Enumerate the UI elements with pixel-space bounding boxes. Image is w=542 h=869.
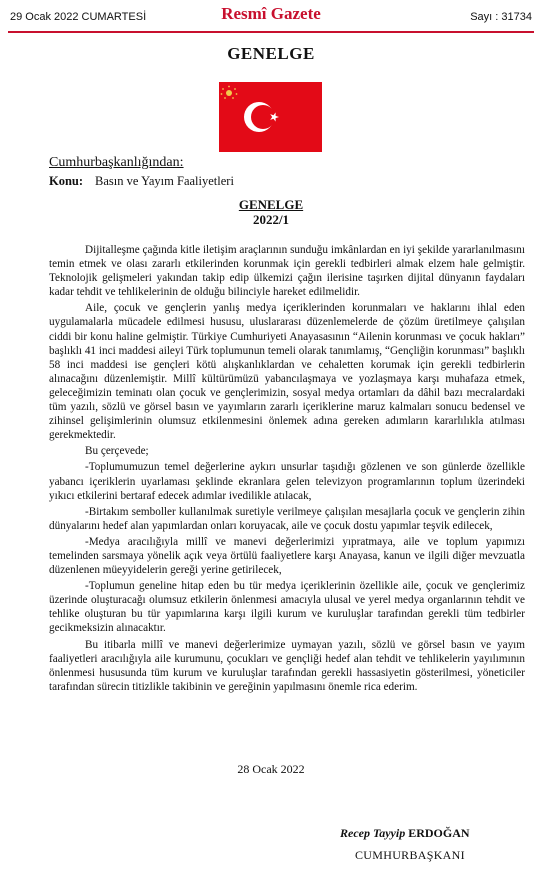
- paragraph: Dijitalleşme çağında kitle iletişim araçlarının sunduğu imkânlardan en iyi şekilde yararlanılmasını temin etmek ve olası zararlı etkilerinden korunmak için gerekli tedbirleri almak elzem hale gelmiştir. Teknolojik gelişmeleri yakından takip edip ülkemizi çağın ilerisine taşırken dijital dünyanın faydaları kadar tehdit ve tehlikelerinin de olduğu bilinciyle hareket edilmelidir.: [49, 244, 525, 299]
- circular-heading: [0, 197, 542, 227]
- issue-number: Sayı : 31734: [470, 11, 532, 23]
- document-body: [49, 243, 525, 696]
- subject-label: Konu:: [49, 174, 84, 188]
- gazette-header: [0, 0, 542, 34]
- paragraph: Bu itibarla millî ve manevi değerlerimize uymayan yazılı, sözlü ve görsel basın ve yayım faaliyetleri aracılığıyla aile kurumunu, çocukları ve gençliği hedef alan tehdit ve tehlikelerin yayılımının önlenmesi hususunda tüm kurum ve kuruluşlar tarafından gerekli hassasiyetin gösterilmesi, yöneticiler tarafından sürecin titizlikle takibinin ve gereğinin yapılmasını önemle rica ederim.: [49, 638, 525, 693]
- issuer: Cumhurbaşkanlığından:: [49, 155, 184, 170]
- signer-given-name: Recep Tayyip: [340, 826, 406, 840]
- signer-surname: ERDOĞAN: [408, 826, 470, 840]
- header-divider: [8, 31, 534, 33]
- list-item: -Birtakım semboller kullanılmak suretiyle verilmeye çalışılan mesajlarla çocuk ve gençlerin zihin dünyalarını hedef alan yapımlardan onları koruyacak, aile ve çocuk dostu yapımlar teşvik edilecek,: [49, 505, 525, 532]
- signer-title: CUMHURBAŞKANI: [355, 848, 465, 862]
- gazette-title: Resmî Gazete: [221, 4, 321, 23]
- turkish-flag-icon: [219, 82, 322, 152]
- list-item: -Toplumumuzun temel değerlerine aykırı unsurlar taşıdığı gözlenen ve son günlerde özellikle yabancı içeriklerin uyarlaması şeklinde ekranlara gelen televizyon programlarının toplum üzerindeki yıkıcı etkilerini bertaraf edecek adımlar ivedilikle atılacak,: [49, 461, 525, 502]
- list-item: -Medya aracılığıyla millî ve manevi değerlerimizi yıpratmaya, aile ve toplum yapımızı temelinden sarsmaya yönelik açık veya örtülü faaliyetlere karşı Anayasa, kanun ve ilgili diğer mevzuatla düzenlenen müeyyidelerin gereği yerine getirilecek,: [49, 535, 525, 577]
- subject-text: Basın ve Yayım Faaliyetleri: [95, 174, 234, 188]
- signer-name: [340, 826, 470, 841]
- list-item: -Toplumun geneline hitap eden bu tür medya içeriklerinin özellikle aile, çocuk ve gençlerimiz üzerinde oluşturacağı olumsuz etkilerin önlenmesi amacıyla ulusal ve yerel medya organlarının tehdit ve tehlike oluşturan bu tür yapımlarına karşı ilgili kurum ve kuruluşlar tarafından gerekli tüm tedbirler gecikmeksizin alınacaktır.: [49, 580, 525, 635]
- document-type: GENELGE: [227, 44, 315, 63]
- paragraph: Bu çerçevede;: [85, 445, 149, 458]
- subject-line: [49, 174, 234, 189]
- circular-title: GENELGE: [238, 197, 304, 212]
- circular-number: 2022/1: [252, 212, 290, 227]
- header-date: 29 Ocak 2022 CUMARTESİ: [10, 11, 147, 23]
- paragraph: Aile, çocuk ve gençlerin yanlış medya içeriklerinden korunmaları ve haklarını ihlal eden uygulamalarla mücadele edilmesi hususu, uluslararası düzenlemelerde de çözüm üretilmeye çalışılan ciddi bir konu haline gelmiştir. Türkiye Cumhuriyeti Anayasasının “Ailenin korunması ve çocuk hakları” başlıklı 41 inci maddesi aileyi Türk toplumunun temeli olarak tanımlamış, “Gençliğin korunması” başlıklı 58 inci maddesi ise gençleri kötü alışkanlıklardan ve cehaletten korumak için gerekli tedbirlerin alınacağını düzenlemiştir. Millî kültürümüzü yabancılaşmaya ve yozlaşmaya karşı muhafaza etmek, geleceğimizin teminatı olan çocuk ve gençlerimizin, sosyal medya ortamları da dâhil bazı mecralardaki tüm yazılı, sözlü ve görsel basın ve yayımların zararlı içeriklerine maruz kalmaları sonucu bedensel ve zihinsel gelişimlerinin olumsuz etkilenmesini önlemek adına gereken adımların kararlılıkla atılması gerekmektedir.: [49, 302, 525, 442]
- signature-date: 28 Ocak 2022: [237, 762, 305, 776]
